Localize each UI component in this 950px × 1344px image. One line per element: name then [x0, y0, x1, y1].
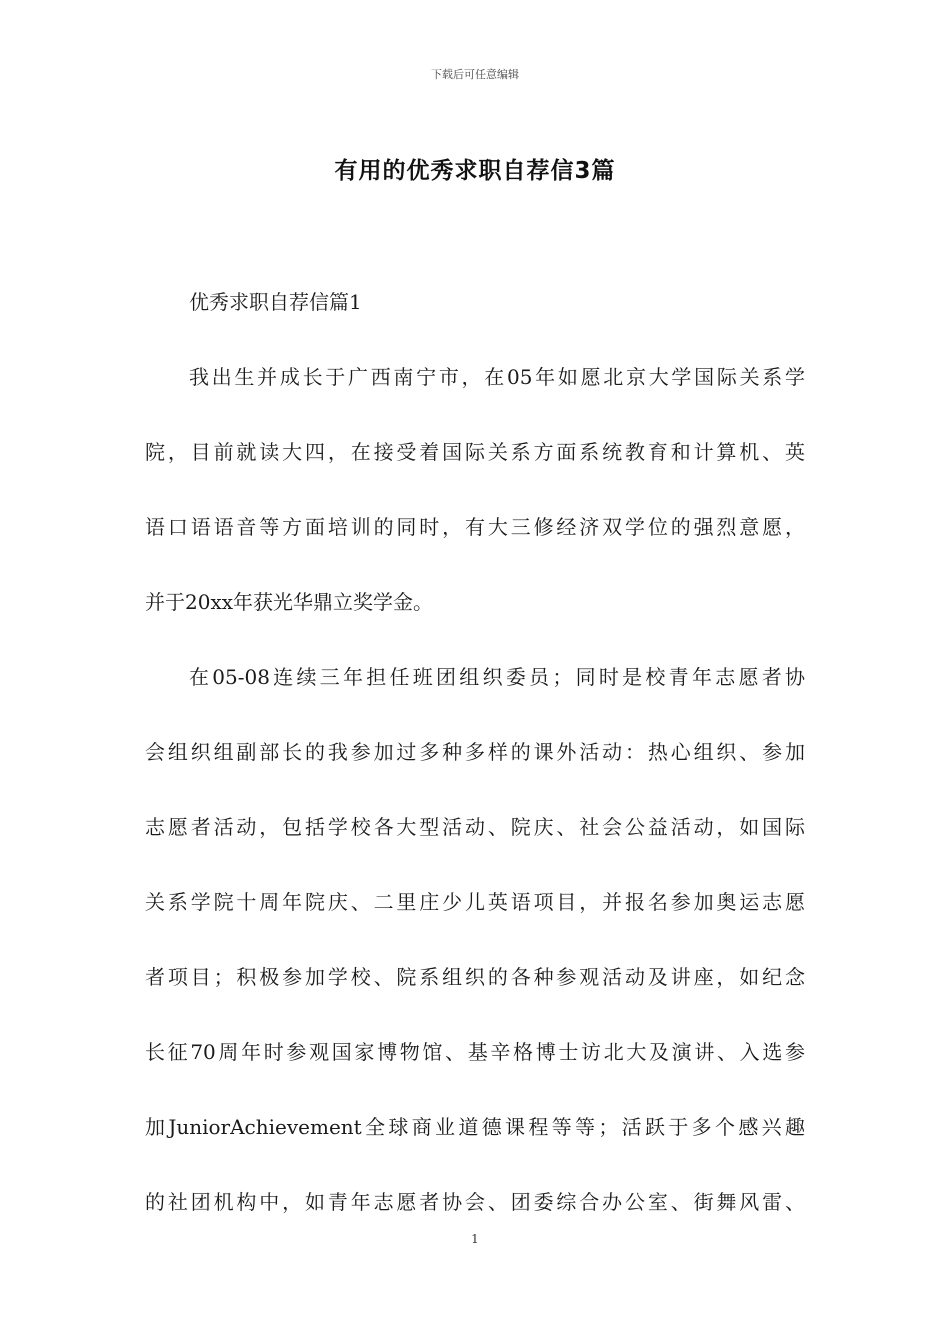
- paragraph-line: 加JuniorAchievement全球商业道德课程等等；活跃于多个感兴趣: [145, 1115, 805, 1139]
- paragraph-line: 并于20xx年获光华鼎立奖学金。: [145, 590, 434, 614]
- paragraph-line: 长征70周年时参观国家博物馆、基辛格博士访北大及演讲、入选参: [145, 1040, 805, 1064]
- section-heading: 优秀求职自荐信篇1: [189, 290, 362, 314]
- paragraph-line: 院，目前就读大四，在接受着国际关系方面系统教育和计算机、英: [145, 440, 805, 464]
- document-title: 有用的优秀求职自荐信3篇: [334, 158, 616, 184]
- paragraph-line: 我出生并成长于广西南宁市，在05年如愿北京大学国际关系学: [189, 365, 805, 389]
- paragraph-line: 会组织组副部长的我参加过多种多样的课外活动：热心组织、参加: [145, 740, 805, 764]
- paragraph-line: 志愿者活动，包括学校各大型活动、院庆、社会公益活动，如国际: [145, 815, 805, 839]
- paragraph-line: 在05-08连续三年担任班团组织委员；同时是校青年志愿者协: [189, 665, 805, 689]
- paragraph-line: 者项目；积极参加学校、院系组织的各种参观活动及讲座，如纪念: [145, 965, 805, 989]
- document-body: [145, 282, 805, 1257]
- paragraph-line: 语口语语音等方面培训的同时，有大三修经济双学位的强烈意愿，: [145, 515, 805, 539]
- page-header-note: 下载后可任意编辑: [431, 68, 519, 81]
- paragraph-line: 的社团机构中，如青年志愿者协会、团委综合办公室、街舞风雷、: [145, 1190, 805, 1214]
- paragraph-line: 关系学院十周年院庆、二里庄少儿英语项目，并报名参加奥运志愿: [145, 890, 805, 914]
- page-number: 1: [471, 1232, 479, 1246]
